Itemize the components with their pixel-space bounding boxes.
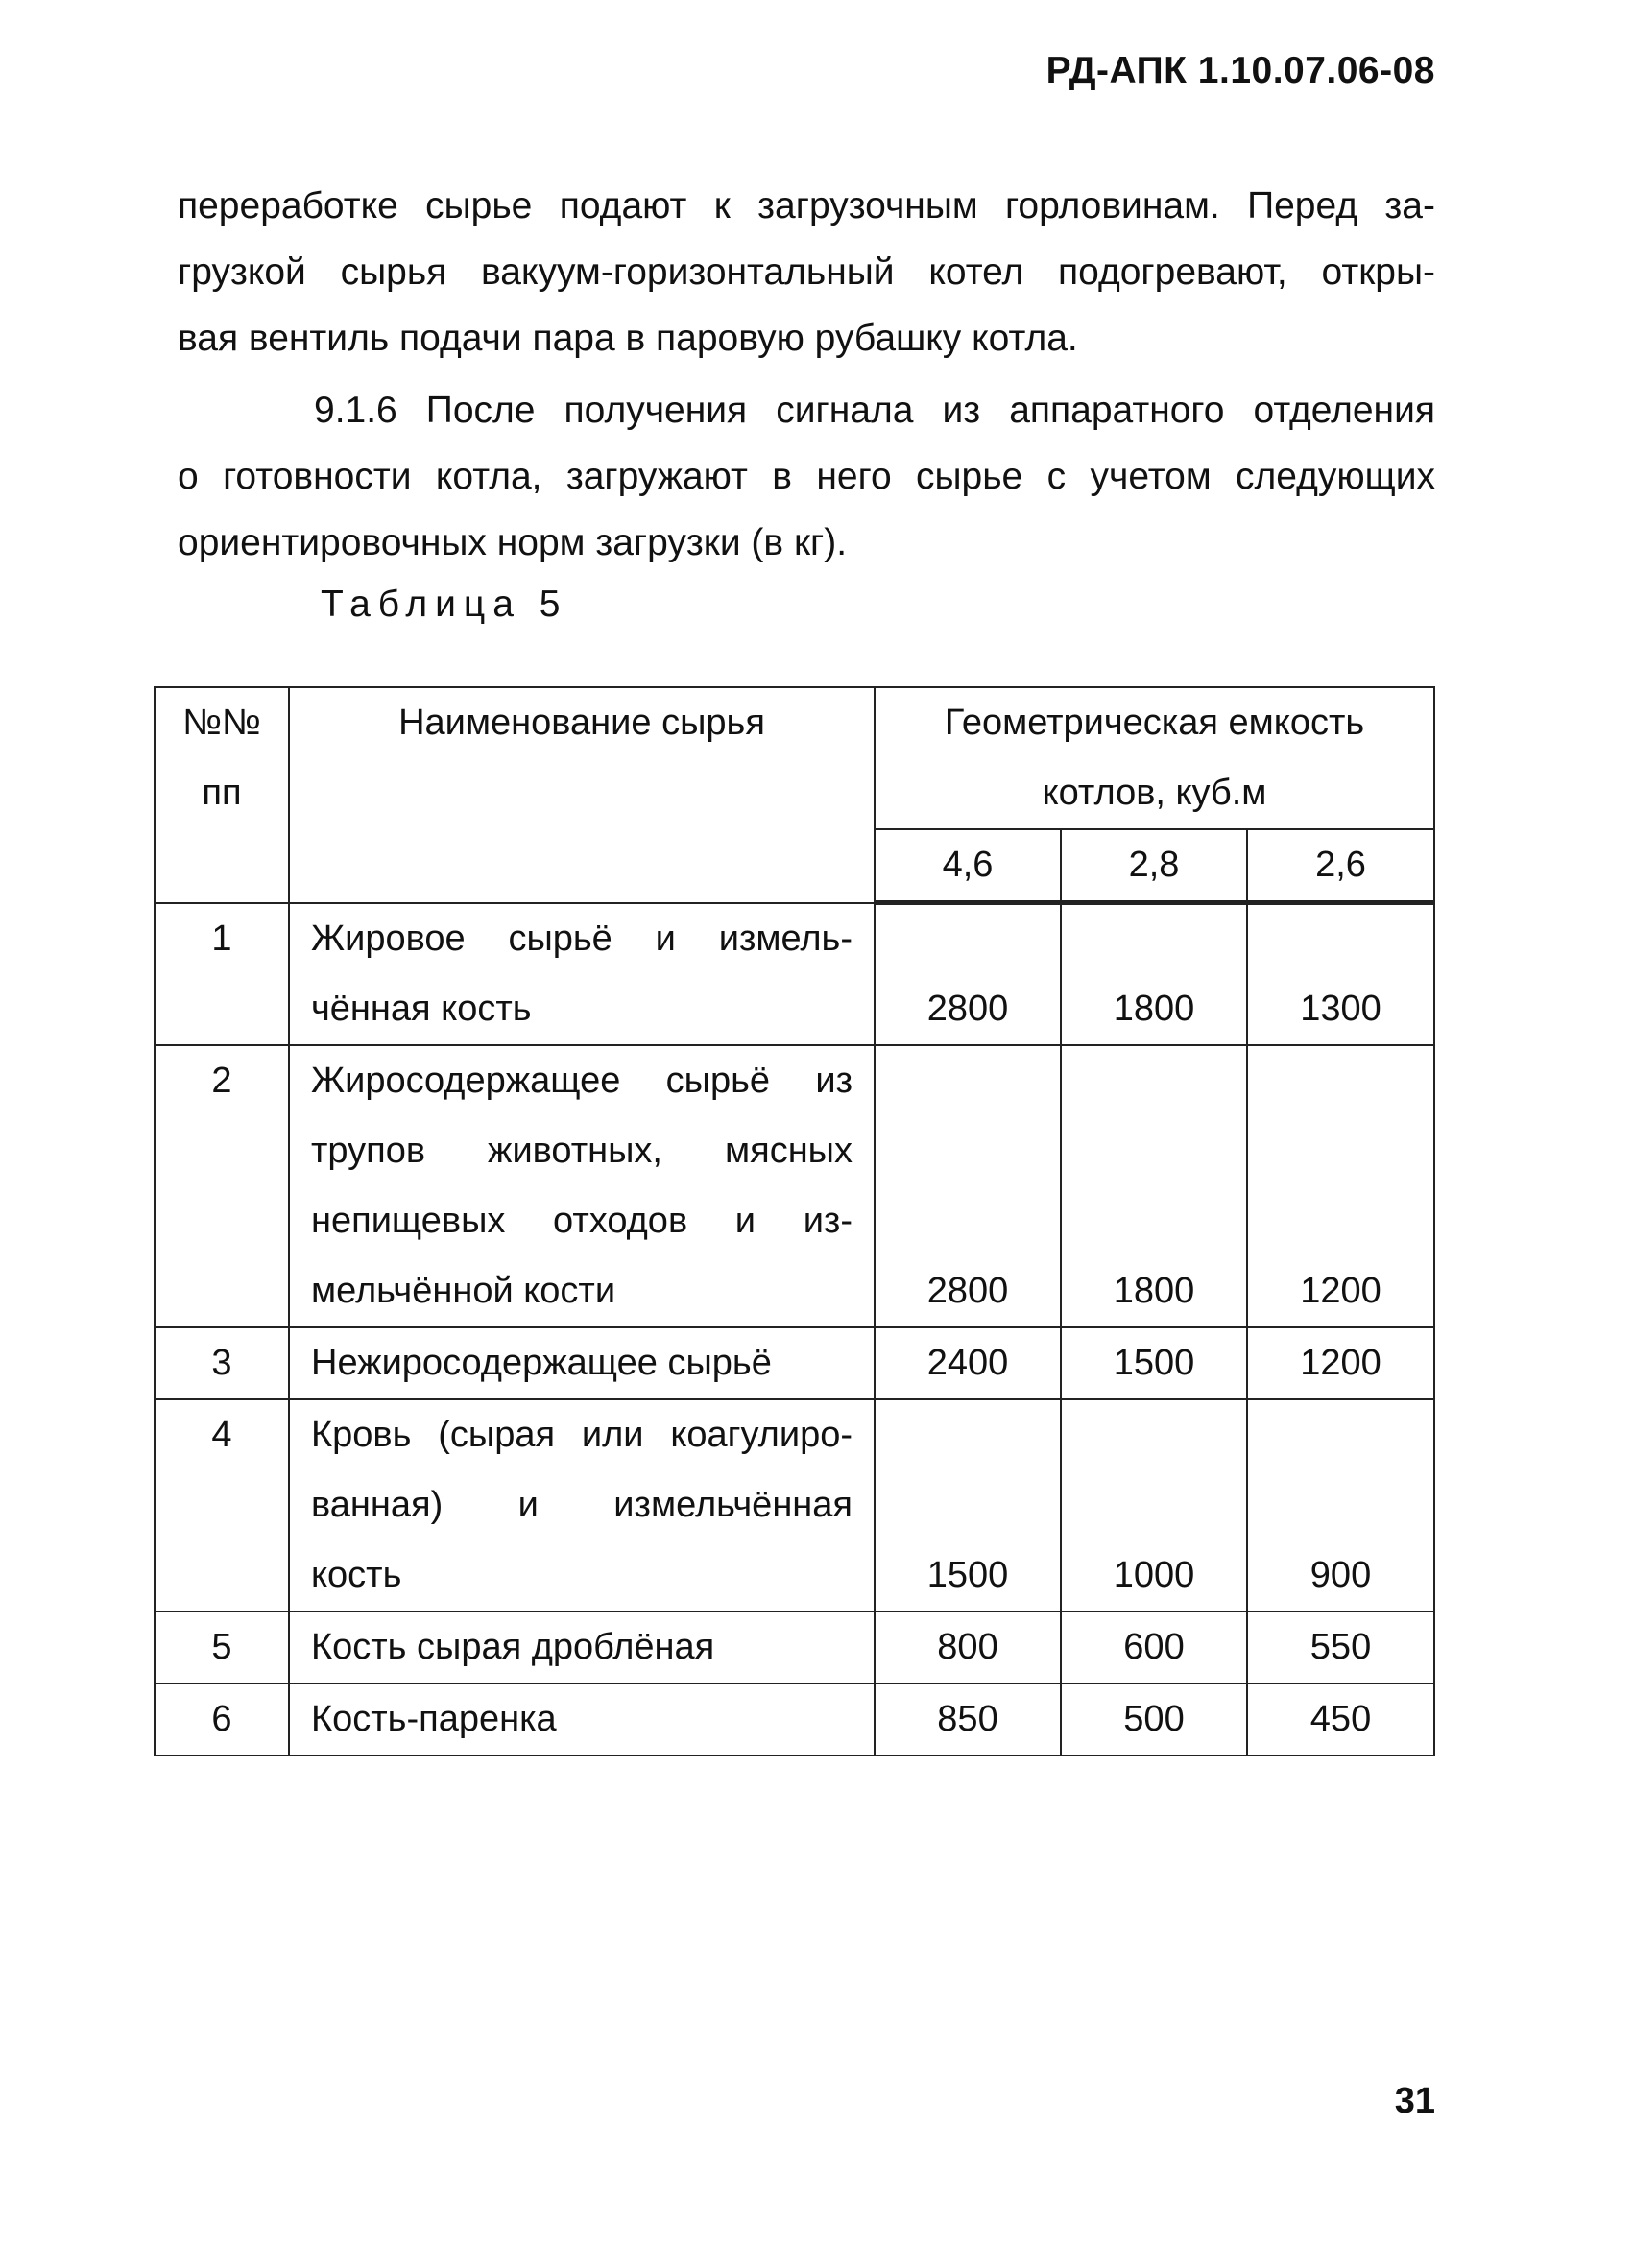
material-name-line: мельчённой кости <box>311 1270 616 1311</box>
paragraph-line: вая вентиль подачи пара в паровую рубашку котла. <box>178 318 1078 359</box>
material-name-line: Нежиросодержащее сырьё <box>311 1342 772 1383</box>
table-row <box>155 903 1434 1045</box>
material-name <box>289 1683 875 1755</box>
load-value-3: 1200 <box>1247 1045 1434 1327</box>
header-number-label-2: пп <box>202 773 242 813</box>
material-name <box>289 1611 875 1683</box>
load-value-2: 600 <box>1061 1611 1247 1683</box>
load-value-3: 900 <box>1247 1399 1434 1611</box>
header-capacity-label-2: котлов, куб.м <box>1042 773 1267 813</box>
paragraph-1 <box>178 173 1435 371</box>
load-norms-table <box>154 686 1435 1756</box>
row-number: 4 <box>155 1399 289 1611</box>
material-name-line: ванная) и измельчённая <box>311 1484 853 1525</box>
material-name-line: Кость-паренка <box>311 1698 557 1739</box>
row-number: 3 <box>155 1327 289 1399</box>
row-number: 6 <box>155 1683 289 1755</box>
header-number-cell <box>155 687 289 903</box>
material-name-line: Кровь (сырая или коагулиро- <box>311 1414 853 1455</box>
load-value-2: 1500 <box>1061 1327 1247 1399</box>
document-code: РД-АПК 1.10.07.06-08 <box>1045 50 1435 91</box>
load-value-3: 550 <box>1247 1611 1434 1683</box>
table-row <box>155 1045 1434 1327</box>
material-name <box>289 1327 875 1399</box>
material-name-line: Жировое сырьё и измель- <box>311 918 853 959</box>
load-value-1: 2800 <box>875 1045 1061 1327</box>
material-name-line: чённая кость <box>311 988 532 1029</box>
load-value-1: 2400 <box>875 1327 1061 1399</box>
table-row <box>155 1399 1434 1611</box>
table-row <box>155 1683 1434 1755</box>
material-name <box>289 903 875 1045</box>
material-name-line: непищевых отходов и из- <box>311 1200 853 1241</box>
table-row <box>155 1611 1434 1683</box>
header-number-label: №№ <box>182 703 261 743</box>
header-capacity-cell <box>875 687 1434 829</box>
material-name <box>289 1045 875 1327</box>
page-number: 31 <box>1394 2081 1435 2121</box>
material-name <box>289 1399 875 1611</box>
paragraph-line: о готовности котла, загружают в него сырье с учетом следующих <box>178 456 1435 497</box>
row-number: 2 <box>155 1045 289 1327</box>
material-name-line: Кость сырая дроблёная <box>311 1626 715 1667</box>
load-value-3: 1300 <box>1247 903 1434 1045</box>
material-name-line: трупов животных, мясных <box>311 1130 853 1171</box>
table-row <box>155 1327 1434 1399</box>
header-capacity-label: Геометрическая емкость <box>944 703 1365 743</box>
header-name-cell <box>289 687 875 903</box>
load-value-3: 1200 <box>1247 1327 1434 1399</box>
paragraph-2 <box>178 377 1435 576</box>
material-name-line: Жиросодержащее сырьё из <box>311 1060 853 1101</box>
material-name-line: кость <box>311 1554 402 1595</box>
row-number: 1 <box>155 903 289 1045</box>
load-value-1: 800 <box>875 1611 1061 1683</box>
load-value-2: 1800 <box>1061 1045 1247 1327</box>
paragraph-line: ориентировочных норм загрузки (в кг). <box>178 522 848 563</box>
load-value-1: 1500 <box>875 1399 1061 1611</box>
paragraph-line: переработке сырье подают к загрузочным горловинам. Перед за- <box>178 185 1435 227</box>
header-capacity-2-6: 2,6 <box>1247 829 1434 903</box>
load-value-3: 450 <box>1247 1683 1434 1755</box>
row-number: 5 <box>155 1611 289 1683</box>
load-value-2: 1000 <box>1061 1399 1247 1611</box>
paragraph-line: грузкой сырья вакуум-горизонтальный котел подогревают, откры- <box>178 251 1435 293</box>
load-value-1: 2800 <box>875 903 1061 1045</box>
paragraph-line: 9.1.6 После получения сигнала из аппаратного отделения <box>314 390 1435 431</box>
header-capacity-4-6: 4,6 <box>875 829 1061 903</box>
load-value-2: 500 <box>1061 1683 1247 1755</box>
load-value-2: 1800 <box>1061 903 1247 1045</box>
load-value-1: 850 <box>875 1683 1061 1755</box>
header-capacity-2-8: 2,8 <box>1061 829 1247 903</box>
table-caption: Таблица 5 <box>321 584 568 625</box>
header-name-label: Наименование сырья <box>398 703 765 743</box>
